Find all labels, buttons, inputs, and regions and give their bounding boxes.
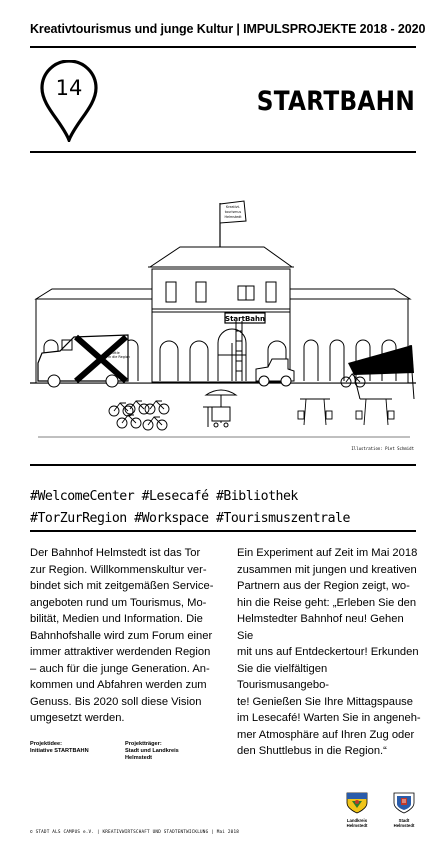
station-sign: StartBahn bbox=[225, 315, 265, 323]
body-left-line: angeboten rund um Tourismus, Mo- bbox=[30, 596, 207, 609]
body-right-line: zusammen mit jungen und kreativen bbox=[237, 563, 417, 576]
body-right-line: Ein Experiment auf Zeit im Mai 2018 bbox=[237, 547, 418, 559]
header-rule bbox=[30, 46, 416, 48]
project-owner bbox=[125, 741, 179, 762]
body-right-line: hin die Reise geht: „Erleben Sie den bbox=[237, 596, 417, 609]
header-title: Kreativtourismus und junge Kultur | IMPULSPROJEKTE 2018 - 2020 bbox=[30, 22, 426, 36]
flag-text-2: tourismus bbox=[224, 210, 242, 214]
body-left-line: umgesetzt werden. bbox=[30, 712, 125, 724]
body-left-line: bilität, Medien und Information. Die bbox=[30, 613, 203, 625]
van-text-2: in die Region bbox=[108, 355, 131, 359]
body-right-line: den Shuttlebus in die Region.“ bbox=[237, 745, 387, 757]
project-owner-value-2: Helmstedt bbox=[125, 755, 153, 761]
project-owner-value-1: Stadt und Landkreis bbox=[125, 748, 179, 754]
body-left-line: Bahnhofshalle wird zum Forum einer bbox=[30, 629, 213, 642]
flag-text-1: Kreativt. bbox=[226, 205, 240, 209]
stadt-logo-label-2: Helmstedt bbox=[393, 823, 415, 828]
hashtags-line-2: #TorZurRegion #Workspace #Tourismuszentrale bbox=[30, 511, 350, 526]
footer-text: © STADT ALS CAMPUS e.V. | KREATIVWIRTSCHAFT UND STADTENTWICKLUNG | Mai 2018 bbox=[30, 830, 240, 835]
landkreis-crest-icon bbox=[345, 792, 369, 814]
body-right-column bbox=[237, 545, 422, 760]
van-text-1: shuttle bbox=[108, 351, 120, 355]
page-title: STARTBAHN bbox=[256, 86, 415, 117]
body-right-line: im Lesecafé! Warten Sie in angeneh- bbox=[237, 712, 421, 724]
hashtags-top-rule bbox=[30, 464, 416, 466]
body-right-line: mit uns auf Entdeckertour! Erkunden bbox=[237, 646, 419, 658]
title-rule bbox=[30, 151, 416, 153]
body-left-column bbox=[30, 545, 215, 727]
landkreis-logo-label-1: Landkreis bbox=[346, 818, 368, 823]
body-left-line: – auch für die junge Generation. An- bbox=[30, 662, 210, 675]
body-left-line: kommen und Abfahren werden zum bbox=[30, 679, 207, 691]
body-left-line: Der Bahnhof Helmstedt ist das Tor bbox=[30, 547, 201, 559]
station-illustration bbox=[30, 185, 416, 440]
body-right-line: te! Genießen Sie Ihre Mittagspause bbox=[237, 695, 413, 708]
project-idea-value: Initiative STARTBAHN bbox=[30, 748, 89, 754]
illustration-credit: Illustration: Piet Schmidt bbox=[351, 446, 414, 451]
body-right-line: Helmstedter Bahnhof neu! Gehen Sie bbox=[237, 613, 404, 642]
hashtags bbox=[30, 486, 422, 530]
hashtags-line-1: #WelcomeCenter #Lesecafé #Bibliothek bbox=[30, 489, 298, 504]
stadt-crest-icon bbox=[392, 792, 416, 814]
hashtags-bottom-rule bbox=[30, 530, 416, 532]
body-right-line: mer Atmosphäre auf Ihren Zug oder bbox=[237, 728, 415, 741]
body-left-line: zur Region. Willkommenskultur ver- bbox=[30, 563, 207, 576]
project-idea bbox=[30, 741, 89, 755]
landkreis-logo bbox=[345, 792, 369, 828]
body-left-line: Genuss. Bis 2020 soll diese Vision bbox=[30, 695, 202, 708]
flag-text-3: Helmstedt bbox=[224, 215, 242, 219]
body-right-line: Partnern aus der Region zeigt, wo- bbox=[237, 580, 410, 592]
body-left-line: immer attraktiver werdenden Region bbox=[30, 646, 211, 658]
body-right-line: Sie die vielfältigen Tourismusangebo- bbox=[237, 662, 330, 691]
stadt-logo bbox=[392, 792, 416, 828]
landkreis-logo-label-2: Helmstedt bbox=[346, 823, 368, 828]
stadt-logo-label-1: Stadt bbox=[398, 818, 410, 823]
project-idea-label: Projektidee: bbox=[30, 741, 63, 747]
project-number: 14 bbox=[55, 76, 83, 100]
body-left-line: bindet sich mit zeitgemäßen Service- bbox=[30, 580, 214, 592]
location-pin-icon bbox=[38, 60, 100, 142]
project-owner-label: Projektträger: bbox=[125, 741, 162, 747]
